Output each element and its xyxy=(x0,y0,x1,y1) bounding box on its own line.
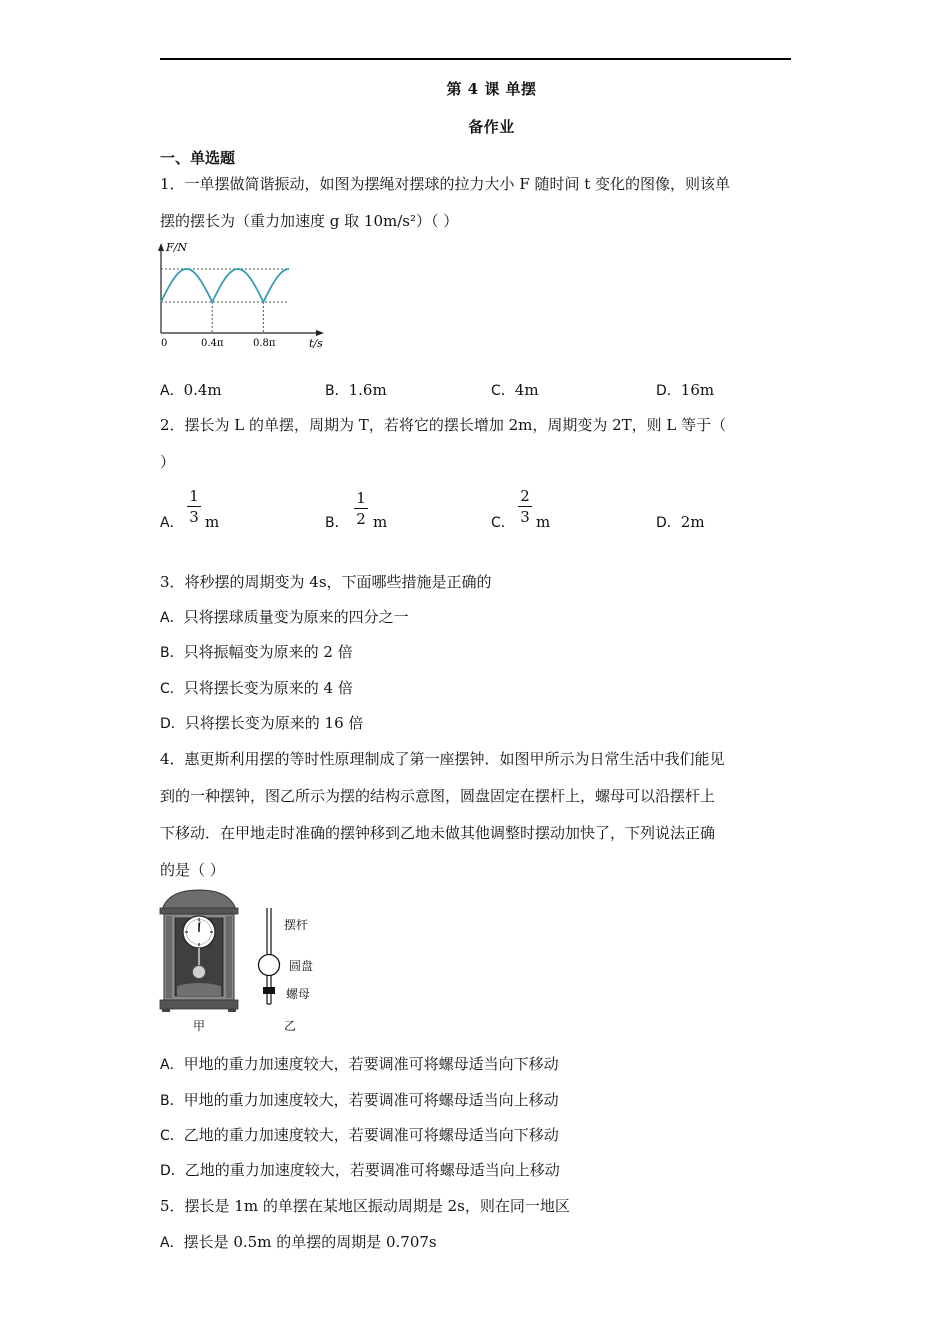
clock-pendulum-bob xyxy=(193,966,206,979)
q2-option-a-letter: A． xyxy=(160,515,184,531)
clock-foot-right xyxy=(228,1009,236,1012)
q2-option-c-unit: m xyxy=(536,513,551,531)
label-nut: 螺母 xyxy=(286,987,311,1001)
chart-y-label: F/N xyxy=(166,241,187,254)
chart-y-arrow xyxy=(158,243,164,251)
chart-x-tick-2: 0.8π xyxy=(253,338,276,349)
q2-option-c-letter: C． xyxy=(491,515,515,531)
q2-option-a-fraction xyxy=(187,487,201,526)
q3-option-b[interactable] xyxy=(160,642,353,663)
chart-x-label: t/s xyxy=(309,337,323,350)
clock-right-pillar xyxy=(226,916,232,998)
q1-option-b-text: 1.6m xyxy=(348,381,387,399)
q3-option-a-text: 只将摆球质量变为原来的四分之一 xyxy=(183,608,409,626)
q2-option-c-den: 3 xyxy=(520,508,530,526)
q1-stem-line1: 1．一单摆做简谐振动，如图为摆绳对摆球的拉力大小 F 随时间 t 变化的图像，则该单 xyxy=(160,175,731,193)
q1-option-c[interactable] xyxy=(491,380,539,401)
q1-option-a-letter: A． xyxy=(160,383,184,399)
q1-option-a-text: 0.4m xyxy=(183,381,222,399)
q1-option-a[interactable] xyxy=(160,380,222,401)
q4-stem-line1: 4．惠更斯利用摆的等时性原理制成了第一座摆钟．如图甲所示为日常生活中我们能见 xyxy=(160,750,725,768)
q1-option-d-letter: D． xyxy=(656,383,681,399)
q2-option-d-text: 2m xyxy=(680,513,705,531)
q2-option-c-num: 2 xyxy=(520,487,530,505)
q1-option-d[interactable] xyxy=(656,380,714,401)
q3-option-c-text: 只将摆长变为原来的 4 倍 xyxy=(183,679,353,697)
q2-option-a[interactable] xyxy=(160,512,184,533)
q5-option-a[interactable] xyxy=(160,1232,437,1253)
section-heading: 一、单选题 xyxy=(160,149,236,167)
q2-option-b-letter: B． xyxy=(325,515,349,531)
clock-cornice xyxy=(160,908,238,914)
q4-option-b-text: 甲地的重力加速度较大，若要调准可将螺母适当向上移动 xyxy=(183,1091,559,1109)
q1-option-d-text: 16m xyxy=(680,381,715,399)
clock-foot-left xyxy=(162,1009,170,1012)
q3-option-b-text: 只将振幅变为原来的 2 倍 xyxy=(183,643,353,661)
q2-stem-line2: ） xyxy=(160,453,176,471)
clock-crown xyxy=(162,890,236,910)
structure-nut xyxy=(263,987,275,994)
chart-force-curve xyxy=(161,269,289,302)
q2-option-a-unit: m xyxy=(205,513,220,531)
label-figure-yi: 乙 xyxy=(284,1019,297,1033)
clock-left-pillar xyxy=(166,916,172,998)
q4-option-b[interactable] xyxy=(160,1090,559,1111)
q4-option-a[interactable] xyxy=(160,1054,559,1075)
q4-option-c-text: 乙地的重力加速度较大，若要调准可将螺母适当向下移动 xyxy=(183,1126,559,1144)
chart-x-tick-1: 0.4π xyxy=(201,338,224,349)
label-rod: 摆杆 xyxy=(284,918,309,932)
chart-x-tick-0: 0 xyxy=(161,338,168,349)
q4-option-c-letter: C． xyxy=(160,1128,184,1144)
q5-stem: 5．摆长是 1m 的单摆在某地区振动周期是 2s，则在同一地区 xyxy=(160,1197,570,1215)
q2-stem-line1: 2．摆长为 L 的单摆，周期为 T，若将它的摆长增加 2m，周期变为 2T，则 L 等于（ xyxy=(160,416,727,434)
pendulum-clock-figure xyxy=(158,888,240,1013)
q4-stem-line2: 到的一种摆钟，图乙所示为摆的结构示意图，圆盘固定在摆杆上，螺母可以沿摆杆上 xyxy=(160,787,716,805)
q3-option-c[interactable] xyxy=(160,678,353,699)
q3-option-d-text: 只将摆长变为原来的 16 倍 xyxy=(184,714,364,732)
q3-option-b-letter: B． xyxy=(160,645,184,661)
clock-lower-ornament xyxy=(177,983,221,996)
q3-stem: 3．将秒摆的周期变为 4s，下面哪些措施是正确的 xyxy=(160,573,492,591)
q2-option-d[interactable] xyxy=(656,512,705,533)
q4-option-c[interactable] xyxy=(160,1125,559,1146)
q3-option-c-letter: C． xyxy=(160,681,184,697)
q4-option-d-letter: D． xyxy=(160,1163,185,1179)
q2-option-b-unit: m xyxy=(373,513,388,531)
q2-option-c-fraction xyxy=(518,487,532,526)
q3-option-d-letter: D． xyxy=(160,716,185,732)
q1-stem-line2: 摆的摆长为（重力加速度 g 取 10m/s²）（ ） xyxy=(160,212,459,230)
page-subtitle: 备作业 xyxy=(468,118,515,136)
label-disk: 圆盘 xyxy=(289,959,314,973)
q4-stem-line3: 下移动．在甲地走时准确的摆钟移到乙地未做其他调整时摆动加快了，下列说法正确 xyxy=(160,824,716,842)
clock-base xyxy=(160,1000,238,1009)
q4-option-d[interactable] xyxy=(160,1160,560,1181)
q1-force-time-chart xyxy=(150,238,335,353)
q2-option-c[interactable] xyxy=(491,512,515,533)
q5-option-a-letter: A． xyxy=(160,1235,184,1251)
q1-option-c-letter: C． xyxy=(491,383,515,399)
q5-option-a-text: 摆长是 0.5m 的单摆的周期是 0.707s xyxy=(183,1233,437,1251)
q1-option-b[interactable] xyxy=(325,380,387,401)
q1-option-b-letter: B． xyxy=(325,383,349,399)
page-title: 第 4 课 单摆 xyxy=(446,80,537,98)
q2-option-a-num: 1 xyxy=(189,487,199,505)
q3-option-d[interactable] xyxy=(160,713,363,734)
q4-option-b-letter: B． xyxy=(160,1093,184,1109)
q2-option-b-num: 1 xyxy=(356,489,366,507)
structure-disk xyxy=(259,955,280,976)
q3-option-a[interactable] xyxy=(160,607,409,628)
q2-option-b-den: 2 xyxy=(356,510,366,528)
q3-option-a-letter: A． xyxy=(160,610,184,626)
q1-option-c-text: 4m xyxy=(514,381,539,399)
q2-option-b-fraction xyxy=(354,489,368,528)
q2-option-b[interactable] xyxy=(325,512,349,533)
q4-option-d-text: 乙地的重力加速度较大，若要调准可将螺母适当向上移动 xyxy=(184,1161,560,1179)
q4-option-a-text: 甲地的重力加速度较大，若要调准可将螺母适当向下移动 xyxy=(183,1055,559,1073)
q4-stem-line4: 的是（ ） xyxy=(160,861,225,879)
q2-option-d-letter: D． xyxy=(656,515,681,531)
top-rule xyxy=(160,58,791,60)
q2-option-a-den: 3 xyxy=(189,508,199,526)
q4-option-a-letter: A． xyxy=(160,1057,184,1073)
label-figure-jia: 甲 xyxy=(193,1019,206,1033)
chart-x-arrow xyxy=(316,330,324,336)
